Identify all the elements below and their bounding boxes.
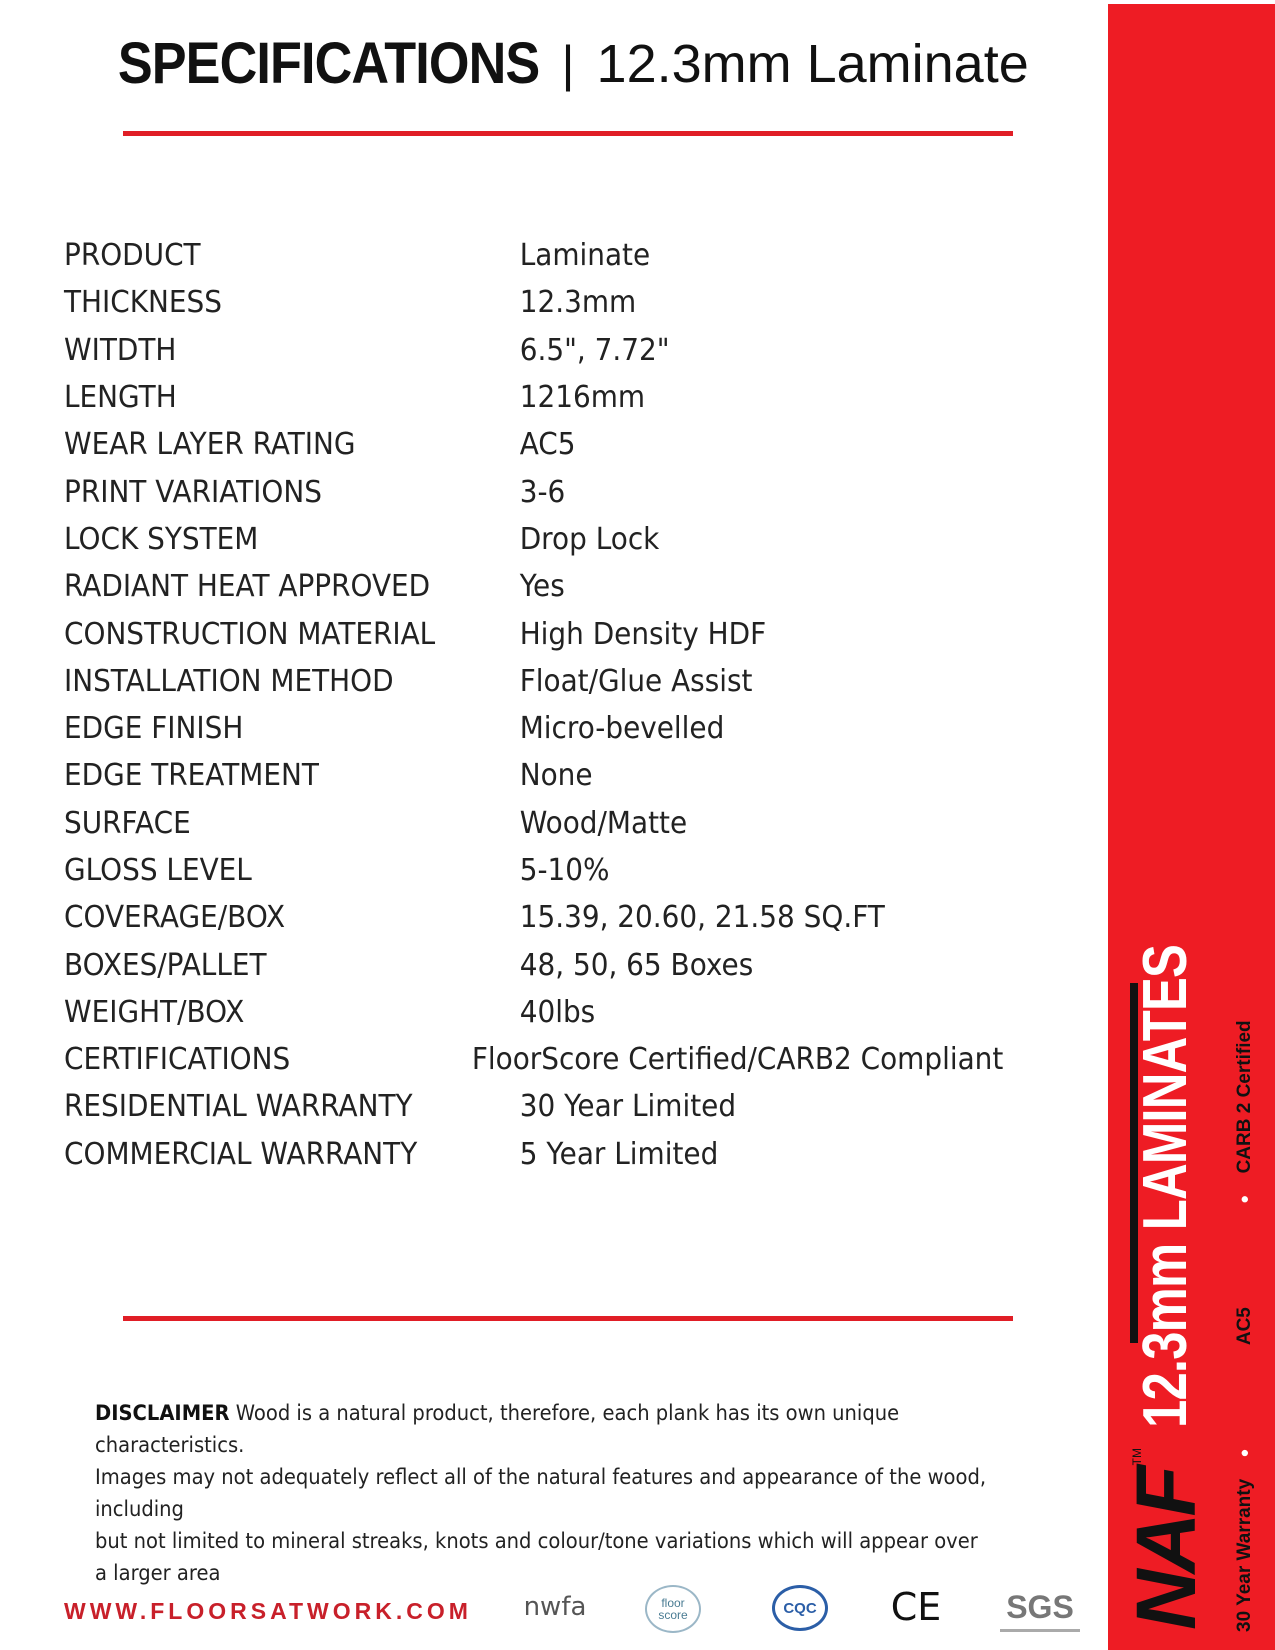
sidebar-features <box>1230 982 1260 1632</box>
trademark-mark: TM <box>1130 1448 1144 1466</box>
website-link[interactable]: WWW.FLOORSATWORK.COM <box>64 1598 472 1624</box>
spec-label: CONSTRUCTION MATERIAL <box>64 616 436 652</box>
spec-value: 1216mm <box>519 380 646 416</box>
floorscore-logo: floor score <box>645 1585 701 1633</box>
spec-row <box>64 1131 1003 1178</box>
spec-label: EDGE FINISH <box>64 711 244 747</box>
spec-row <box>64 374 1003 421</box>
spec-value: None <box>519 758 593 794</box>
disclaimer <box>95 1397 988 1589</box>
title-separator: | <box>561 35 575 92</box>
spec-value: 5-10% <box>519 853 610 888</box>
naf-logo: NAF <box>1118 1469 1213 1630</box>
sidebar-warranty: 30 Year Warranty <box>1234 1478 1255 1632</box>
spec-row <box>64 1036 1003 1083</box>
spec-row <box>64 610 1003 657</box>
spec-row <box>64 279 1003 326</box>
spec-row <box>64 468 1003 515</box>
spec-label: RADIANT HEAT APPROVED <box>64 569 431 605</box>
spec-label: EDGE TREATMENT <box>64 758 319 794</box>
sidebar-rating: AC5 <box>1234 1307 1255 1346</box>
spec-label: PRINT VARIATIONS <box>64 474 322 510</box>
spec-value: FloorScore Certified/CARB2 Compliant <box>471 1042 1004 1078</box>
spec-value: 3-6 <box>519 474 566 510</box>
disclaimer-line-3: but not limited to mineral streaks, knots and colour/tone variations which will appear over a larger area <box>95 1529 978 1585</box>
spec-row <box>64 232 1003 279</box>
spec-label: SURFACE <box>64 805 191 841</box>
spec-label: WEAR LAYER RATING <box>64 427 356 463</box>
spec-label: COMMERCIAL WARRANTY <box>64 1136 418 1172</box>
spec-value: 40lbs <box>519 994 596 1030</box>
page-title: SPECIFICATIONS <box>118 31 540 96</box>
spec-value: Laminate <box>519 238 651 274</box>
disclaimer-heading: DISCLAIMER <box>95 1401 230 1425</box>
spec-label: WEIGHT/BOX <box>64 994 245 1030</box>
spec-label: RESIDENTIAL WARRANTY <box>64 1089 413 1125</box>
spec-label: LOCK SYSTEM <box>64 521 259 557</box>
bottom-divider <box>123 1316 1013 1321</box>
spec-label: INSTALLATION METHOD <box>64 663 394 699</box>
page-subtitle: 12.3mm Laminate <box>596 33 1029 94</box>
spec-label: CERTIFICATIONS <box>64 1042 291 1078</box>
spec-value: 15.39, 20.60, 21.58 SQ.FT <box>519 900 885 936</box>
spec-label: PRODUCT <box>64 238 201 274</box>
spec-row <box>64 752 1003 799</box>
spec-row <box>64 516 1003 563</box>
spec-label: GLOSS LEVEL <box>64 853 252 888</box>
ce-mark-logo: CE <box>890 1585 942 1629</box>
spec-row <box>64 658 1003 705</box>
spec-row <box>64 847 1003 894</box>
spec-row <box>64 705 1003 752</box>
spec-value: Float/Glue Assist <box>519 663 753 699</box>
spec-value: Wood/Matte <box>519 805 688 841</box>
spec-row <box>64 894 1003 941</box>
spec-row <box>64 941 1003 988</box>
spec-label: WITDTH <box>64 332 177 368</box>
spec-label: COVERAGE/BOX <box>64 900 286 936</box>
spec-value: High Density HDF <box>519 616 767 652</box>
spec-value: 30 Year Limited <box>519 1089 737 1125</box>
spec-value: AC5 <box>519 427 576 463</box>
disclaimer-line-2: Images may not adequately reflect all of the natural features and appearance of the wood, including <box>95 1465 987 1521</box>
page-header <box>0 30 1100 97</box>
spec-value: Micro-bevelled <box>519 711 725 747</box>
spec-row <box>64 1083 1003 1130</box>
spec-label: THICKNESS <box>64 285 222 321</box>
spec-value: Yes <box>519 569 565 605</box>
spec-row <box>64 563 1003 610</box>
sidebar-title: 12.3mm LAMINATES <box>1131 944 1200 1429</box>
spec-table <box>64 232 1074 1178</box>
sgs-logo: SGS <box>1000 1585 1080 1632</box>
bullet-dot: • <box>1232 1195 1257 1204</box>
spec-label: LENGTH <box>64 380 177 416</box>
spec-row <box>64 327 1003 374</box>
sidebar-cert: CARB 2 Certified <box>1234 1020 1255 1174</box>
top-divider <box>123 131 1013 136</box>
spec-value: 6.5", 7.72" <box>519 332 670 368</box>
spec-row <box>64 800 1003 847</box>
spec-label: BOXES/PALLET <box>64 947 267 983</box>
spec-value: 12.3mm <box>519 285 637 321</box>
bullet-dot: • <box>1232 1449 1257 1457</box>
nwfa-logo: nwfa <box>523 1592 587 1622</box>
cqc-logo: CQC <box>772 1585 828 1631</box>
spec-value: 48, 50, 65 Boxes <box>519 947 754 983</box>
sidebar-brand <box>1118 910 1213 1630</box>
spec-value: 5 Year Limited <box>519 1136 719 1172</box>
spec-value: Drop Lock <box>519 521 660 557</box>
spec-row <box>64 421 1003 468</box>
disclaimer-line-1: Wood is a natural product, therefore, each plank has its own unique characteristics. <box>95 1401 900 1457</box>
spec-row <box>64 989 1003 1036</box>
